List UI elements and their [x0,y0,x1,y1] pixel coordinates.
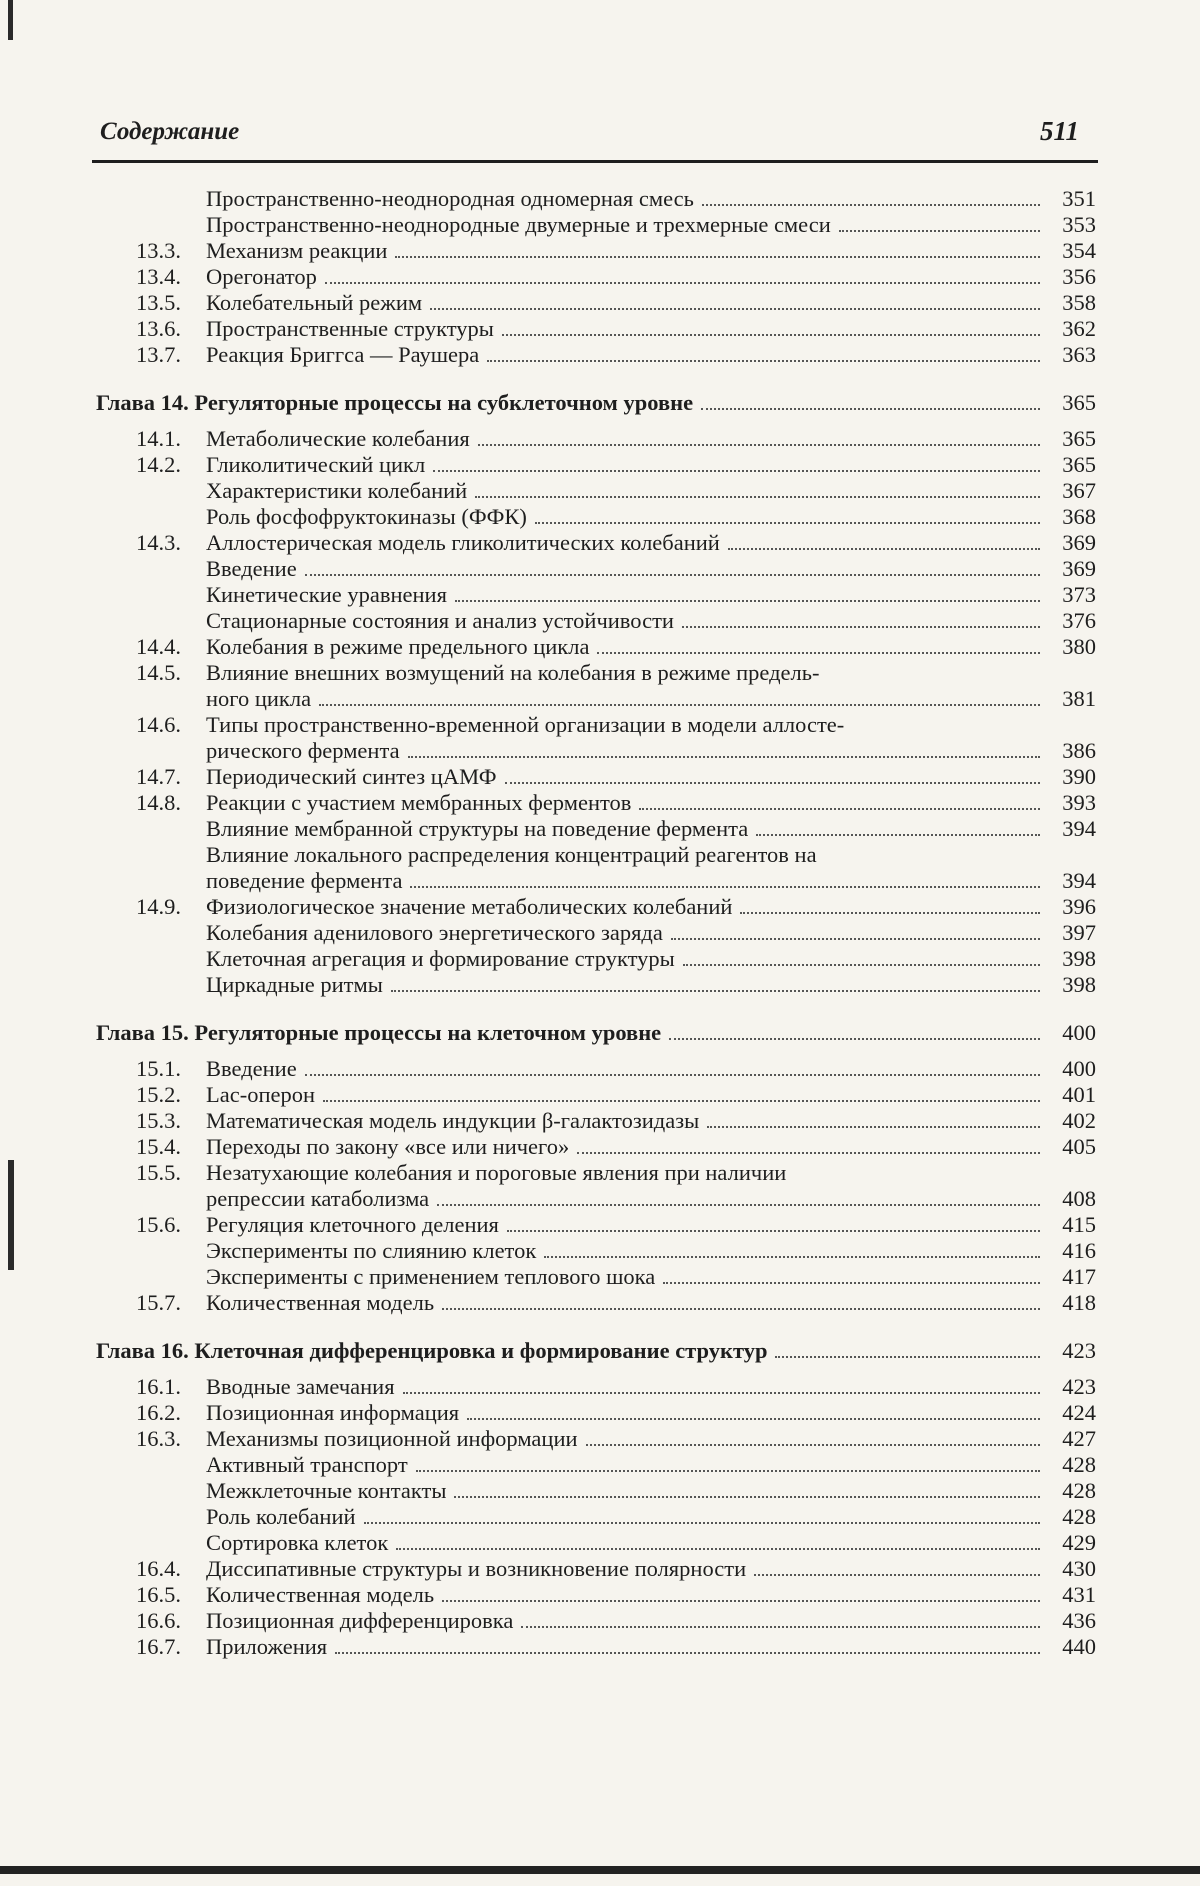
toc-entry-title: Характеристики колебаний [206,478,468,503]
toc-entry-title: Глава 14. Регуляторные процессы на субклеточном уровне [96,390,694,415]
leader-dots [544,1256,1040,1258]
toc-entry [96,790,1096,816]
leader-dots [535,522,1040,524]
toc-entry-title: Механизмы позиционной информации [206,1426,578,1451]
leader-dots [442,1308,1040,1310]
toc-entry-title: Физиологическое значение метаболических колебаний [206,894,733,919]
toc-section-number: 14.5. [136,660,181,685]
toc-page-number: 398 [1062,972,1096,997]
toc-entry-title: Введение [206,556,297,581]
toc-entry-title: Пространственно-неоднородная одномерная смесь [206,186,694,211]
leader-dots [754,1574,1040,1576]
toc-section-number: 16.3. [136,1426,181,1451]
leader-dots [403,1392,1040,1394]
leader-dots [442,1600,1040,1602]
toc-page-number: 365 [1062,390,1096,415]
toc-section-number: 16.6. [136,1608,181,1633]
toc-entry [96,1108,1096,1134]
running-header-title: Содержание [100,118,240,145]
toc-entry [96,1290,1096,1316]
toc-section-number: 16.5. [136,1582,181,1607]
toc-page-number: 401 [1062,1082,1096,1107]
toc-section-number: 15.3. [136,1108,181,1133]
toc-page-number: 356 [1062,264,1096,289]
toc-subsection [96,478,1096,504]
toc-entry-title: Колебательный режим [206,290,423,315]
toc-section-number: 15.5. [136,1160,181,1185]
toc-entry [96,1056,1096,1082]
leader-dots [364,1522,1040,1524]
toc-subsection [96,1504,1096,1530]
leader-dots [396,1548,1040,1550]
toc-subsection [96,920,1096,946]
leader-dots [478,444,1040,446]
toc-entry-title: Клеточная агрегация и формирование структуры [206,946,675,971]
toc-entry-continuation [96,686,1096,712]
toc-page-number: 368 [1062,504,1096,529]
toc-page-number: 354 [1062,238,1096,263]
leader-dots [410,886,1040,888]
toc-section-number: 13.6. [136,316,181,341]
toc-subsection [96,972,1096,998]
toc-entry-title: Сортировка клеток [206,1530,389,1555]
toc-subsection [96,1478,1096,1504]
toc-entry-title: Диссипативные структуры и возникновение полярности [206,1556,747,1581]
toc-entry [96,1212,1096,1238]
toc-entry-title: Позиционная дифференцировка [206,1608,514,1633]
toc-section-number: 14.6. [136,712,181,737]
toc-page-number: 398 [1062,946,1096,971]
toc-section-number: 16.7. [136,1634,181,1659]
toc-entry-title: Эксперименты с применением теплового шока [206,1264,656,1289]
leader-dots [305,574,1040,576]
toc-section-number: 14.4. [136,634,181,659]
toc-entry-title: Стационарные состояния и анализ устойчивости [206,608,674,633]
leader-dots [671,938,1040,940]
toc-subsection [96,946,1096,972]
toc-page-number: 408 [1062,1186,1096,1211]
leader-dots [756,834,1040,836]
toc-entry-continuation [96,1186,1096,1212]
toc-section-number: 13.7. [136,342,181,367]
leader-dots [639,808,1040,810]
toc-entry-title: Реакция Бриггса — Раушера [206,342,480,367]
toc-page-number: 440 [1062,1634,1096,1659]
toc-entry [96,634,1096,660]
toc-section-number: 13.4. [136,264,181,289]
toc-page-number: 415 [1062,1212,1096,1237]
toc-page-number: 369 [1062,556,1096,581]
scan-bottom-edge [0,1866,1200,1874]
toc-entry-title: Пространственные структуры [206,316,494,341]
toc-entry-title: Метаболические колебания [206,426,470,451]
toc-page-number: 416 [1062,1238,1096,1263]
toc-subsection [96,212,1096,238]
toc-subsection [96,556,1096,582]
toc-entry [96,1426,1096,1452]
toc-page-number: 394 [1062,816,1096,841]
toc-page-number: 369 [1062,530,1096,555]
toc-page-number: 402 [1062,1108,1096,1133]
toc-section-number: 13.3. [136,238,181,263]
toc-entry [96,894,1096,920]
leader-dots [416,1470,1040,1472]
toc-subsection [96,1452,1096,1478]
leader-dots [487,360,1040,362]
toc-entry-title: Эксперименты по слиянию клеток [206,1238,537,1263]
toc-page-number: 390 [1062,764,1096,789]
leader-dots [430,308,1040,310]
toc-section-number: 14.1. [136,426,181,451]
toc-entry-title: Механизм реакции [206,238,388,263]
toc-page-number: 423 [1062,1338,1096,1363]
toc-section-number: 13.5. [136,290,181,315]
leader-dots [475,496,1040,498]
toc-page-number: 400 [1062,1020,1096,1045]
toc-entry [96,1608,1096,1634]
leader-dots [683,964,1040,966]
toc-section-number: 14.7. [136,764,181,789]
leader-dots [323,1100,1040,1102]
leader-dots [455,600,1040,602]
toc-section-number: 16.4. [136,1556,181,1581]
leader-dots [507,1230,1040,1232]
toc-section-number: 15.6. [136,1212,181,1237]
toc-subsection [96,1530,1096,1556]
toc-page-number: 363 [1062,342,1096,367]
toc-page-number: 423 [1062,1374,1096,1399]
toc-page-number: 427 [1062,1426,1096,1451]
toc-page-number: 351 [1062,186,1096,211]
leader-dots [305,1074,1040,1076]
toc-subsection [96,186,1096,212]
toc-entry [96,1374,1096,1400]
toc-entry-title: Вводные замечания [206,1374,395,1399]
toc-entry-title: Незатухающие колебания и пороговые явления при наличии [206,1160,787,1185]
toc-section-number: 15.2. [136,1082,181,1107]
toc-entry-title: Реакции с участием мембранных ферментов [206,790,632,815]
leader-dots [319,704,1040,706]
toc-subsection [96,608,1096,634]
leader-dots [505,782,1040,784]
toc-subsection [96,504,1096,530]
leader-dots [467,1418,1040,1420]
toc-entry [96,660,1096,686]
toc-page-number: 381 [1062,686,1096,711]
leader-dots [839,230,1040,232]
toc-entry [96,452,1096,478]
toc-entry-title-cont: ного цикла [206,686,312,711]
toc-entry-title: Роль колебаний [206,1504,356,1529]
leader-dots [597,652,1040,654]
toc-section-number: 14.2. [136,452,181,477]
toc-entry [96,1134,1096,1160]
toc-entry [96,1634,1096,1660]
toc-entry-continuation [96,738,1096,764]
leader-dots [682,626,1040,628]
toc-page-number: 376 [1062,608,1096,633]
toc-entry-title: Приложения [206,1634,328,1659]
leader-dots [521,1626,1040,1628]
toc-entry [96,264,1096,290]
toc-entry-title: Переходы по закону «все или ничего» [206,1134,570,1159]
toc-page-number: 436 [1062,1608,1096,1633]
toc-page-number: 405 [1062,1134,1096,1159]
leader-dots [775,1356,1040,1358]
toc-section-number: 15.1. [136,1056,181,1081]
toc-page-number: 358 [1062,290,1096,315]
toc-subsection [96,1264,1096,1290]
toc-page-number: 365 [1062,426,1096,451]
toc-page-number: 393 [1062,790,1096,815]
toc-subsection [96,816,1096,842]
toc-page-number: 428 [1062,1478,1096,1503]
toc-entry-continuation [96,868,1096,894]
toc-entry [96,238,1096,264]
toc-page-number: 365 [1062,452,1096,477]
toc-entry [96,530,1096,556]
toc-entry [96,1400,1096,1426]
leader-dots [454,1496,1040,1498]
toc-entry-title: Влияние мембранной структуры на поведение фермента [206,816,749,841]
leader-dots [586,1444,1040,1446]
toc-page-number: 429 [1062,1530,1096,1555]
toc-entry-title: Роль фосфофруктокиназы (ФФК) [206,504,527,529]
leader-dots [701,408,1040,410]
toc-chapter-heading [96,1020,1096,1046]
toc-page-number: 386 [1062,738,1096,763]
toc-section-number: 15.7. [136,1290,181,1315]
toc-entry-title: Математическая модель индукции β-галактозидазы [206,1108,700,1133]
leader-dots [408,756,1040,758]
toc-entry-title: Аллостерическая модель гликолитических колебаний [206,530,720,555]
toc-chapter-heading [96,390,1096,416]
scan-edge-mark [8,1160,14,1270]
toc-entry [96,1556,1096,1582]
toc-entry-title-cont: рического фермента [206,738,400,763]
toc-subsection [96,1238,1096,1264]
toc-entry [96,290,1096,316]
page-number: 511 [1040,116,1080,146]
toc-entry [96,1160,1096,1186]
toc-entry-title-cont: поведение фермента [206,868,403,893]
toc-entry-title: Орегонатор [206,264,317,289]
toc-page-number: 424 [1062,1400,1096,1425]
toc-entry-title-cont: репрессии катаболизма [206,1186,430,1211]
toc-page-number: 396 [1062,894,1096,919]
toc-entry-title: Позиционная информация [206,1400,460,1425]
toc-entry-title: Влияние локального распределения концентраций реагентов на [206,842,817,867]
toc-entry [96,316,1096,342]
toc-entry-title: Регуляция клеточного деления [206,1212,499,1237]
leader-dots [395,256,1040,258]
toc-entry-title: Межклеточные контакты [206,1478,447,1503]
toc-entry [96,764,1096,790]
toc-page-number: 417 [1062,1264,1096,1289]
leader-dots [728,548,1040,550]
toc-entry-title: Периодический синтез цАМФ [206,764,497,789]
toc-page-number: 400 [1062,1056,1096,1081]
toc-page-number: 430 [1062,1556,1096,1581]
table-of-contents [96,186,1096,1660]
leader-dots [707,1126,1040,1128]
header-rule [92,160,1098,163]
toc-page-number: 431 [1062,1582,1096,1607]
toc-section-number: 16.2. [136,1400,181,1425]
toc-page-number: 397 [1062,920,1096,945]
leader-dots [740,912,1040,914]
toc-page-number: 380 [1062,634,1096,659]
toc-entry-title: Введение [206,1056,297,1081]
toc-entry [96,342,1096,368]
leader-dots [663,1282,1040,1284]
toc-subsection [96,582,1096,608]
toc-entry-title: Гликолитический цикл [206,452,426,477]
leader-dots [502,334,1040,336]
toc-entry-title: Глава 15. Регуляторные процессы на клеточном уровне [96,1020,662,1045]
leader-dots [335,1652,1040,1654]
toc-entry-title: Колебания аденилового энергетического заряда [206,920,663,945]
toc-entry [96,1582,1096,1608]
toc-page-number: 362 [1062,316,1096,341]
toc-entry-title: Кинетические уравнения [206,582,447,607]
toc-page-number: 394 [1062,868,1096,893]
leader-dots [702,204,1040,206]
toc-page-number: 428 [1062,1452,1096,1477]
toc-page-number: 367 [1062,478,1096,503]
toc-entry-title: Активный транспорт [206,1452,408,1477]
leader-dots [437,1204,1040,1206]
scan-edge-mark [8,0,13,40]
toc-page-number: 353 [1062,212,1096,237]
toc-page-number: 418 [1062,1290,1096,1315]
toc-section-number: 15.4. [136,1134,181,1159]
toc-chapter-heading [96,1338,1096,1364]
toc-section-number: 14.9. [136,894,181,919]
leader-dots [433,470,1040,472]
toc-entry [96,1082,1096,1108]
toc-entry-title: Типы пространственно-временной организации в модели аллосте- [206,712,845,737]
toc-entry [96,842,1096,868]
toc-entry-title: Lac-оперон [206,1082,316,1107]
leader-dots [669,1038,1040,1040]
toc-entry-title: Циркадные ритмы [206,972,383,997]
toc-entry-title: Колебания в режиме предельного цикла [206,634,590,659]
toc-entry-title: Влияние внешних возмущений на колебания в режиме предель- [206,660,820,685]
leader-dots [325,282,1040,284]
toc-section-number: 14.8. [136,790,181,815]
toc-entry-title: Пространственно-неоднородные двумерные и трехмерные смеси [206,212,831,237]
leader-dots [577,1152,1040,1154]
toc-entry [96,712,1096,738]
toc-page-number: 428 [1062,1504,1096,1529]
leader-dots [391,990,1040,992]
toc-page-number: 373 [1062,582,1096,607]
toc-entry-title: Количественная модель [206,1290,435,1315]
toc-entry [96,426,1096,452]
toc-entry-title: Количественная модель [206,1582,435,1607]
toc-section-number: 14.3. [136,530,181,555]
toc-entry-title: Глава 16. Клеточная дифференцировка и формирование структур [96,1338,768,1363]
toc-section-number: 16.1. [136,1374,181,1399]
